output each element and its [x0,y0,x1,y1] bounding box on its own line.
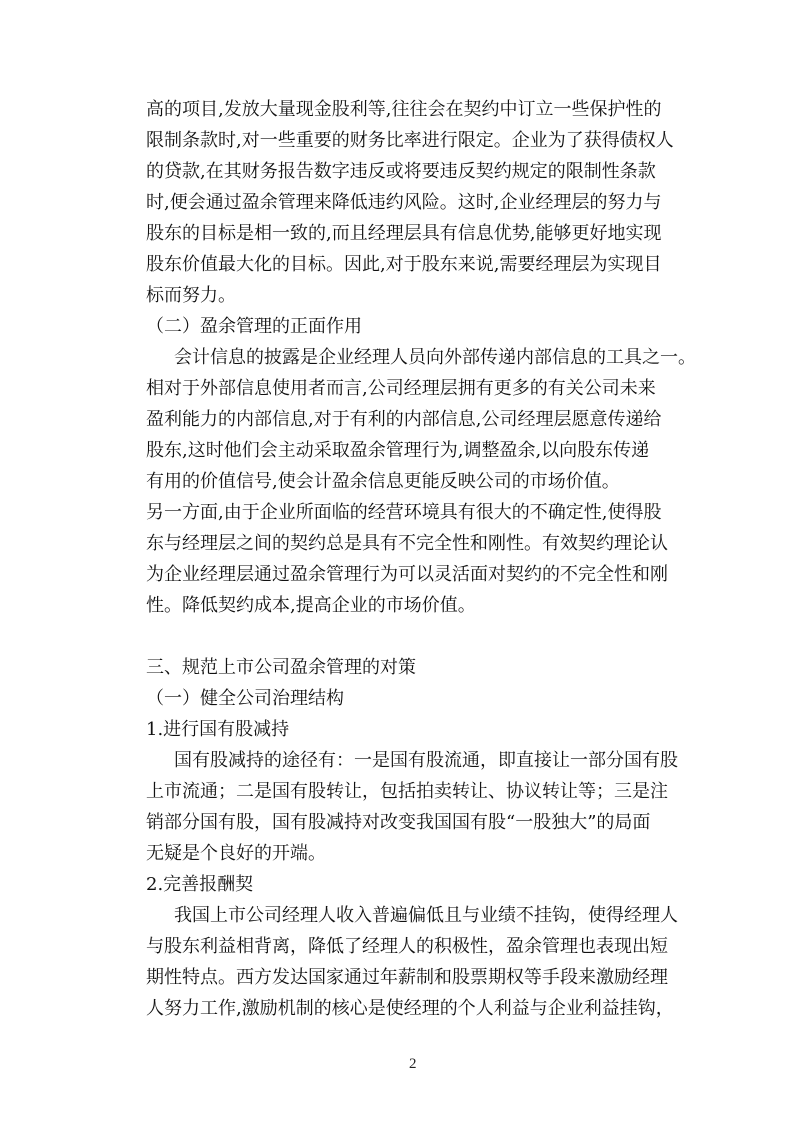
body-text-line: 无疑是个良好的开端。 [146,843,326,864]
body-text-line: 上市流通；二是国有股转让，包括拍卖转让、协议转让等；三是注 [146,781,668,802]
chapter-heading: 三、规范上市公司盈余管理的对策 [146,657,416,678]
section-heading: （一）健全公司治理结构 [146,688,344,709]
subsection-heading: 1.进行国有股减持 [146,719,290,740]
body-text-line: 标而努力。 [146,285,236,306]
body-text-line: 有用的价值信号,使会计盈余信息更能反映公司的市场价值。 [146,471,620,492]
body-text-line: 与股东利益相背离，降低了经理人的积极性，盈余管理也表现出短 [146,936,668,957]
body-text-line: 人努力工作,激励机制的核心是使经理的个人利益与企业利益挂钩， [146,998,674,1019]
body-text-line: 东与经理层之间的契约总是具有不完全性和刚性。有效契约理论认 [146,533,668,554]
subsection-heading: 2.完善报酬契 [146,874,254,895]
body-text-line: 会计信息的披露是企业经理人员向外部传递内部信息的工具之一。 [174,347,696,368]
body-text-line: 盈利能力的内部信息,对于有利的内部信息,公司经理层愿意传递给 [146,409,662,430]
body-text-line: 销部分国有股，国有股减持对改变我国国有股“一股独大”的局面 [146,812,651,833]
body-text-line: 我国上市公司经理人收入普遍偏低且与业绩不挂钩，使得经理人 [174,905,678,926]
body-text-line: 股东,这时他们会主动采取盈余管理行为,调整盈余,以向股东传递 [146,440,650,461]
page-number: 2 [409,1056,417,1072]
body-text-line: 期性特点。西方发达国家通过年薪制和股票期权等手段来激励经理 [146,967,668,988]
body-text-line: 高的项目,发放大量现金股利等,往往会在契约中订立一些保护性的 [146,99,662,120]
body-text-line: 股东的目标是相一致的,而且经理层具有信息优势,能够更好地实现 [146,223,662,244]
body-text-line: 相对于外部信息使用者而言,公司经理层拥有更多的有关公司未来 [146,378,656,399]
body-text-line: 限制条款时,对一些重要的财务比率进行限定。企业为了获得债权人 [146,130,674,151]
body-text-line: 股东价值最大化的目标。因此,对于股东来说,需要经理层为实现目 [146,254,662,275]
section-heading: （二）盈余管理的正面作用 [146,316,362,337]
body-text-line: 另一方面,由于企业所面临的经营环境具有很大的不确定性,使得股 [146,502,662,523]
body-text-line: 的贷款,在其财务报告数字违反或将要违反契约规定的限制性条款 [146,161,656,182]
body-text-line: 国有股减持的途径有：一是国有股流通，即直接让一部分国有股 [174,750,678,771]
body-text-line: 为企业经理层通过盈余管理行为可以灵活面对契约的不完全性和刚 [146,564,668,585]
body-text-line: 性。降低契约成本,提高企业的市场价值。 [146,595,476,616]
body-text-line: 时,便会通过盈余管理来降低违约风险。这时,企业经理层的努力与 [146,192,662,213]
